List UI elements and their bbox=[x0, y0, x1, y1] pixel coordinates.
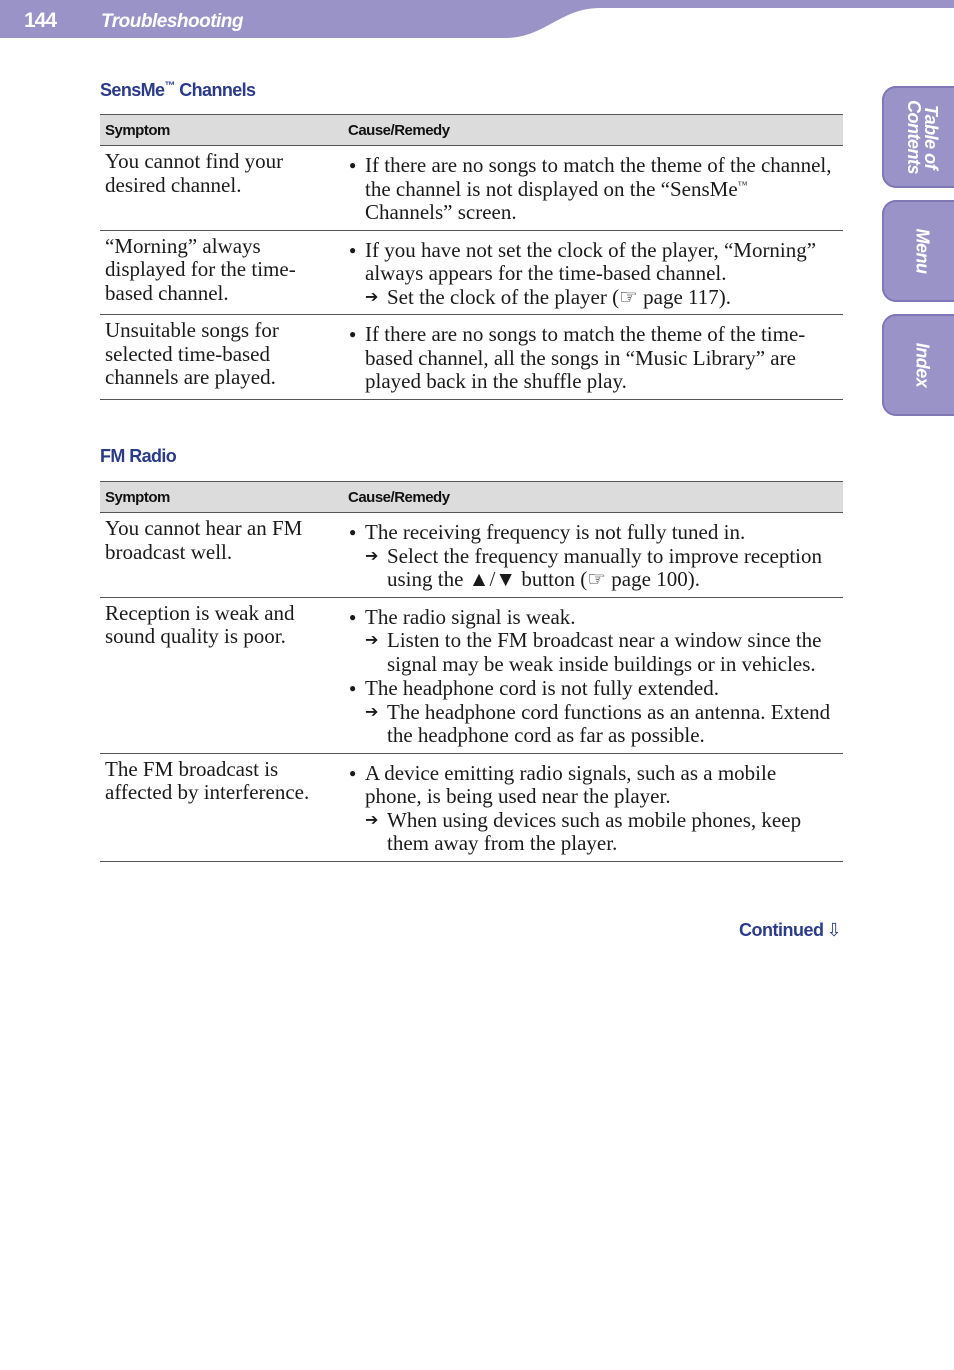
symptom-cell: Unsuitable songs for selected time-based channels are played. bbox=[100, 315, 343, 400]
cause-bullet: ● A device emitting radio signals, such as a mobile phone, is being used near the player. bbox=[349, 762, 837, 809]
table-header-row bbox=[100, 115, 843, 146]
tab-menu[interactable] bbox=[882, 200, 954, 302]
col-symptom: Symptom bbox=[100, 115, 343, 146]
table-row bbox=[100, 315, 843, 400]
tab-table-of-contents-label: Table of Contents bbox=[904, 100, 941, 174]
cause-cell bbox=[343, 315, 843, 400]
cause-bullet: ● If there are no songs to match the theme of the time-based channel, all the songs in “Music Library” are played back in the shuffle play. bbox=[349, 323, 837, 394]
cause-bullet: ● The headphone cord is not fully extended. bbox=[349, 677, 837, 701]
cause-cell bbox=[343, 597, 843, 753]
sensme-title-rest: Channels bbox=[174, 80, 256, 100]
cause-text: If there are no songs to match the theme of the channel, the channel is not displayed on the “SensMe bbox=[365, 153, 832, 201]
cause-cell bbox=[343, 230, 843, 315]
table-header-row bbox=[100, 482, 843, 513]
symptom-cell: The FM broadcast is affected by interference. bbox=[100, 753, 343, 861]
cause-bullet: ● If you have not set the clock of the player, “Morning” always appears for the time-based channel. bbox=[349, 239, 837, 286]
continued-label: Continued bbox=[739, 920, 824, 940]
col-cause-remedy: Cause/Remedy bbox=[343, 115, 843, 146]
fm-radio-table bbox=[100, 481, 843, 862]
tab-index-label: Index bbox=[912, 342, 933, 388]
sensme-title-main: SensMe bbox=[100, 80, 165, 100]
sensme-title-tm: ™ bbox=[164, 80, 175, 92]
header-title: Troubleshooting bbox=[101, 11, 244, 32]
table-row bbox=[100, 230, 843, 315]
remedy-item: ➔ When using devices such as mobile phones, keep them away from the player. bbox=[349, 809, 837, 856]
section-title-sensme bbox=[100, 80, 255, 101]
col-symptom: Symptom bbox=[100, 482, 343, 513]
cause-bullet: ● The receiving frequency is not fully tuned in. bbox=[349, 521, 837, 545]
col-cause-remedy: Cause/Remedy bbox=[343, 482, 843, 513]
symptom-cell: “Morning” always displayed for the time-based channel. bbox=[100, 230, 343, 315]
remedy-item: ➔ Set the clock of the player (☞ page 117). bbox=[349, 286, 837, 310]
remedy-item: ➔ Select the frequency manually to improve reception using the ▲/▼ button (☞ page 100). bbox=[349, 545, 837, 592]
symptom-cell: You cannot hear an FM broadcast well. bbox=[100, 513, 343, 598]
symptom-cell: You cannot find your desired channel. bbox=[100, 146, 343, 231]
tab-index[interactable] bbox=[882, 314, 954, 416]
remedy-item: ➔ The headphone cord functions as an antenna. Extend the headphone cord as far as possible. bbox=[349, 701, 837, 748]
remedy-item: ➔ Listen to the FM broadcast near a window since the signal may be weak inside buildings or in vehicles. bbox=[349, 629, 837, 676]
tm-mark: ™ bbox=[737, 179, 748, 191]
cause-text: Channels” screen. bbox=[365, 200, 517, 224]
tab-menu-label: Menu bbox=[912, 228, 933, 274]
cause-cell bbox=[343, 753, 843, 861]
continued-link[interactable] bbox=[739, 920, 841, 941]
table-row bbox=[100, 146, 843, 231]
sensme-table bbox=[100, 114, 843, 400]
tab-table-of-contents[interactable] bbox=[882, 86, 954, 188]
cause-cell bbox=[343, 513, 843, 598]
table-row bbox=[100, 513, 843, 598]
cause-cell bbox=[343, 146, 843, 231]
table-row bbox=[100, 753, 843, 861]
page-header bbox=[0, 0, 954, 40]
table-row bbox=[100, 597, 843, 753]
down-arrow-icon: ⇩ bbox=[826, 920, 842, 940]
cause-bullet: ● The radio signal is weak. bbox=[349, 606, 837, 630]
page-number: 144 bbox=[24, 9, 57, 32]
symptom-cell: Reception is weak and sound quality is poor. bbox=[100, 597, 343, 753]
cause-bullet bbox=[349, 154, 837, 225]
section-title-fm-radio: FM Radio bbox=[100, 446, 177, 466]
